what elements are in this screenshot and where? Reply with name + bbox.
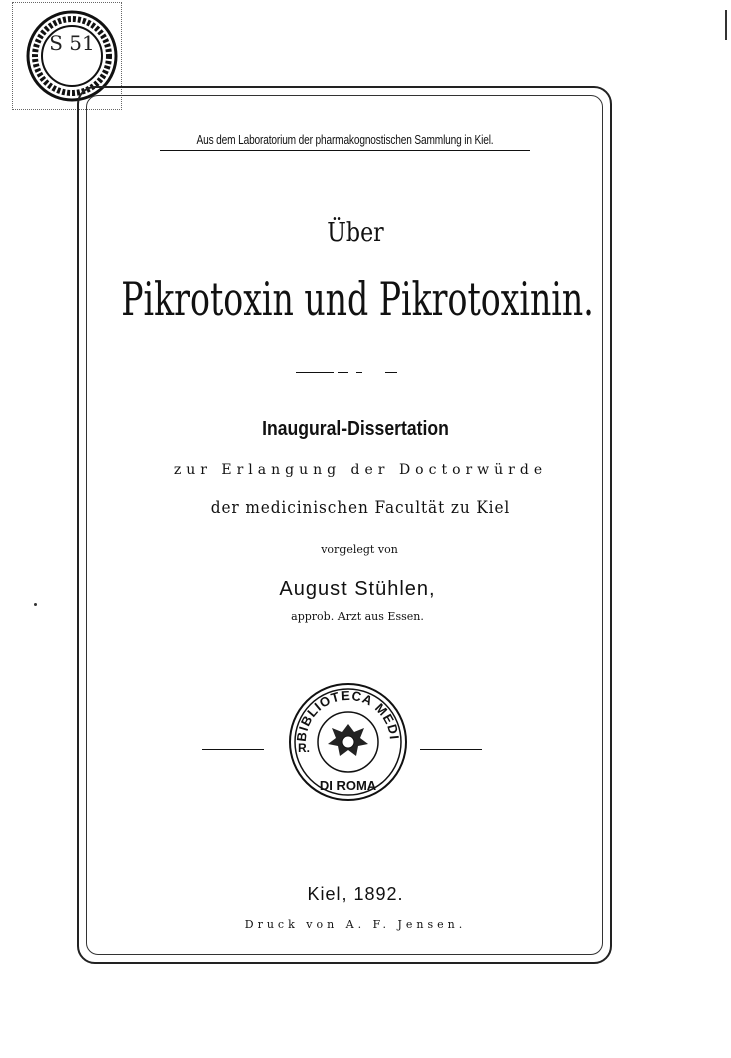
submitted-by: vorgelegt von <box>321 543 398 556</box>
header-underline <box>160 150 530 151</box>
edge-mark <box>725 10 727 40</box>
print-speck <box>34 603 37 606</box>
faculty-line: der medicinischen Facultät zu Kiel <box>210 498 511 518</box>
main-title: Pikrotoxin und Pikrotoxinin. <box>121 272 594 326</box>
dissertation-type: Inaugural-Dissertation <box>262 418 449 440</box>
author-detail: approb. Arzt aus Essen. <box>291 610 424 623</box>
svg-text:DI ROMA: DI ROMA <box>319 778 377 793</box>
author-name: August Stühlen, <box>279 578 436 600</box>
library-seal-icon <box>286 680 410 804</box>
title-preposition: Über <box>327 218 384 248</box>
stamp-rule-right <box>420 749 482 750</box>
place-and-year: Kiel, 1892. <box>307 884 404 904</box>
printer-line: Druck von A. F. Jensen. <box>244 918 467 931</box>
library-stamp-bottom <box>286 680 410 804</box>
svg-text:S 51: S 51 <box>49 31 95 55</box>
separator-rule <box>296 372 334 373</box>
svg-text:BIBLIOTECA MEDICA: BIBLIOTECA MEDI <box>293 687 402 743</box>
svg-text:R.: R. <box>298 741 310 755</box>
laboratory-header: Aus dem Laboratorium der pharmakognostischen Sammlung in Kiel. <box>196 132 494 147</box>
stamp-rule-left <box>202 749 264 750</box>
purpose-line: zur Erlangung der Doctorwürde <box>173 462 548 478</box>
